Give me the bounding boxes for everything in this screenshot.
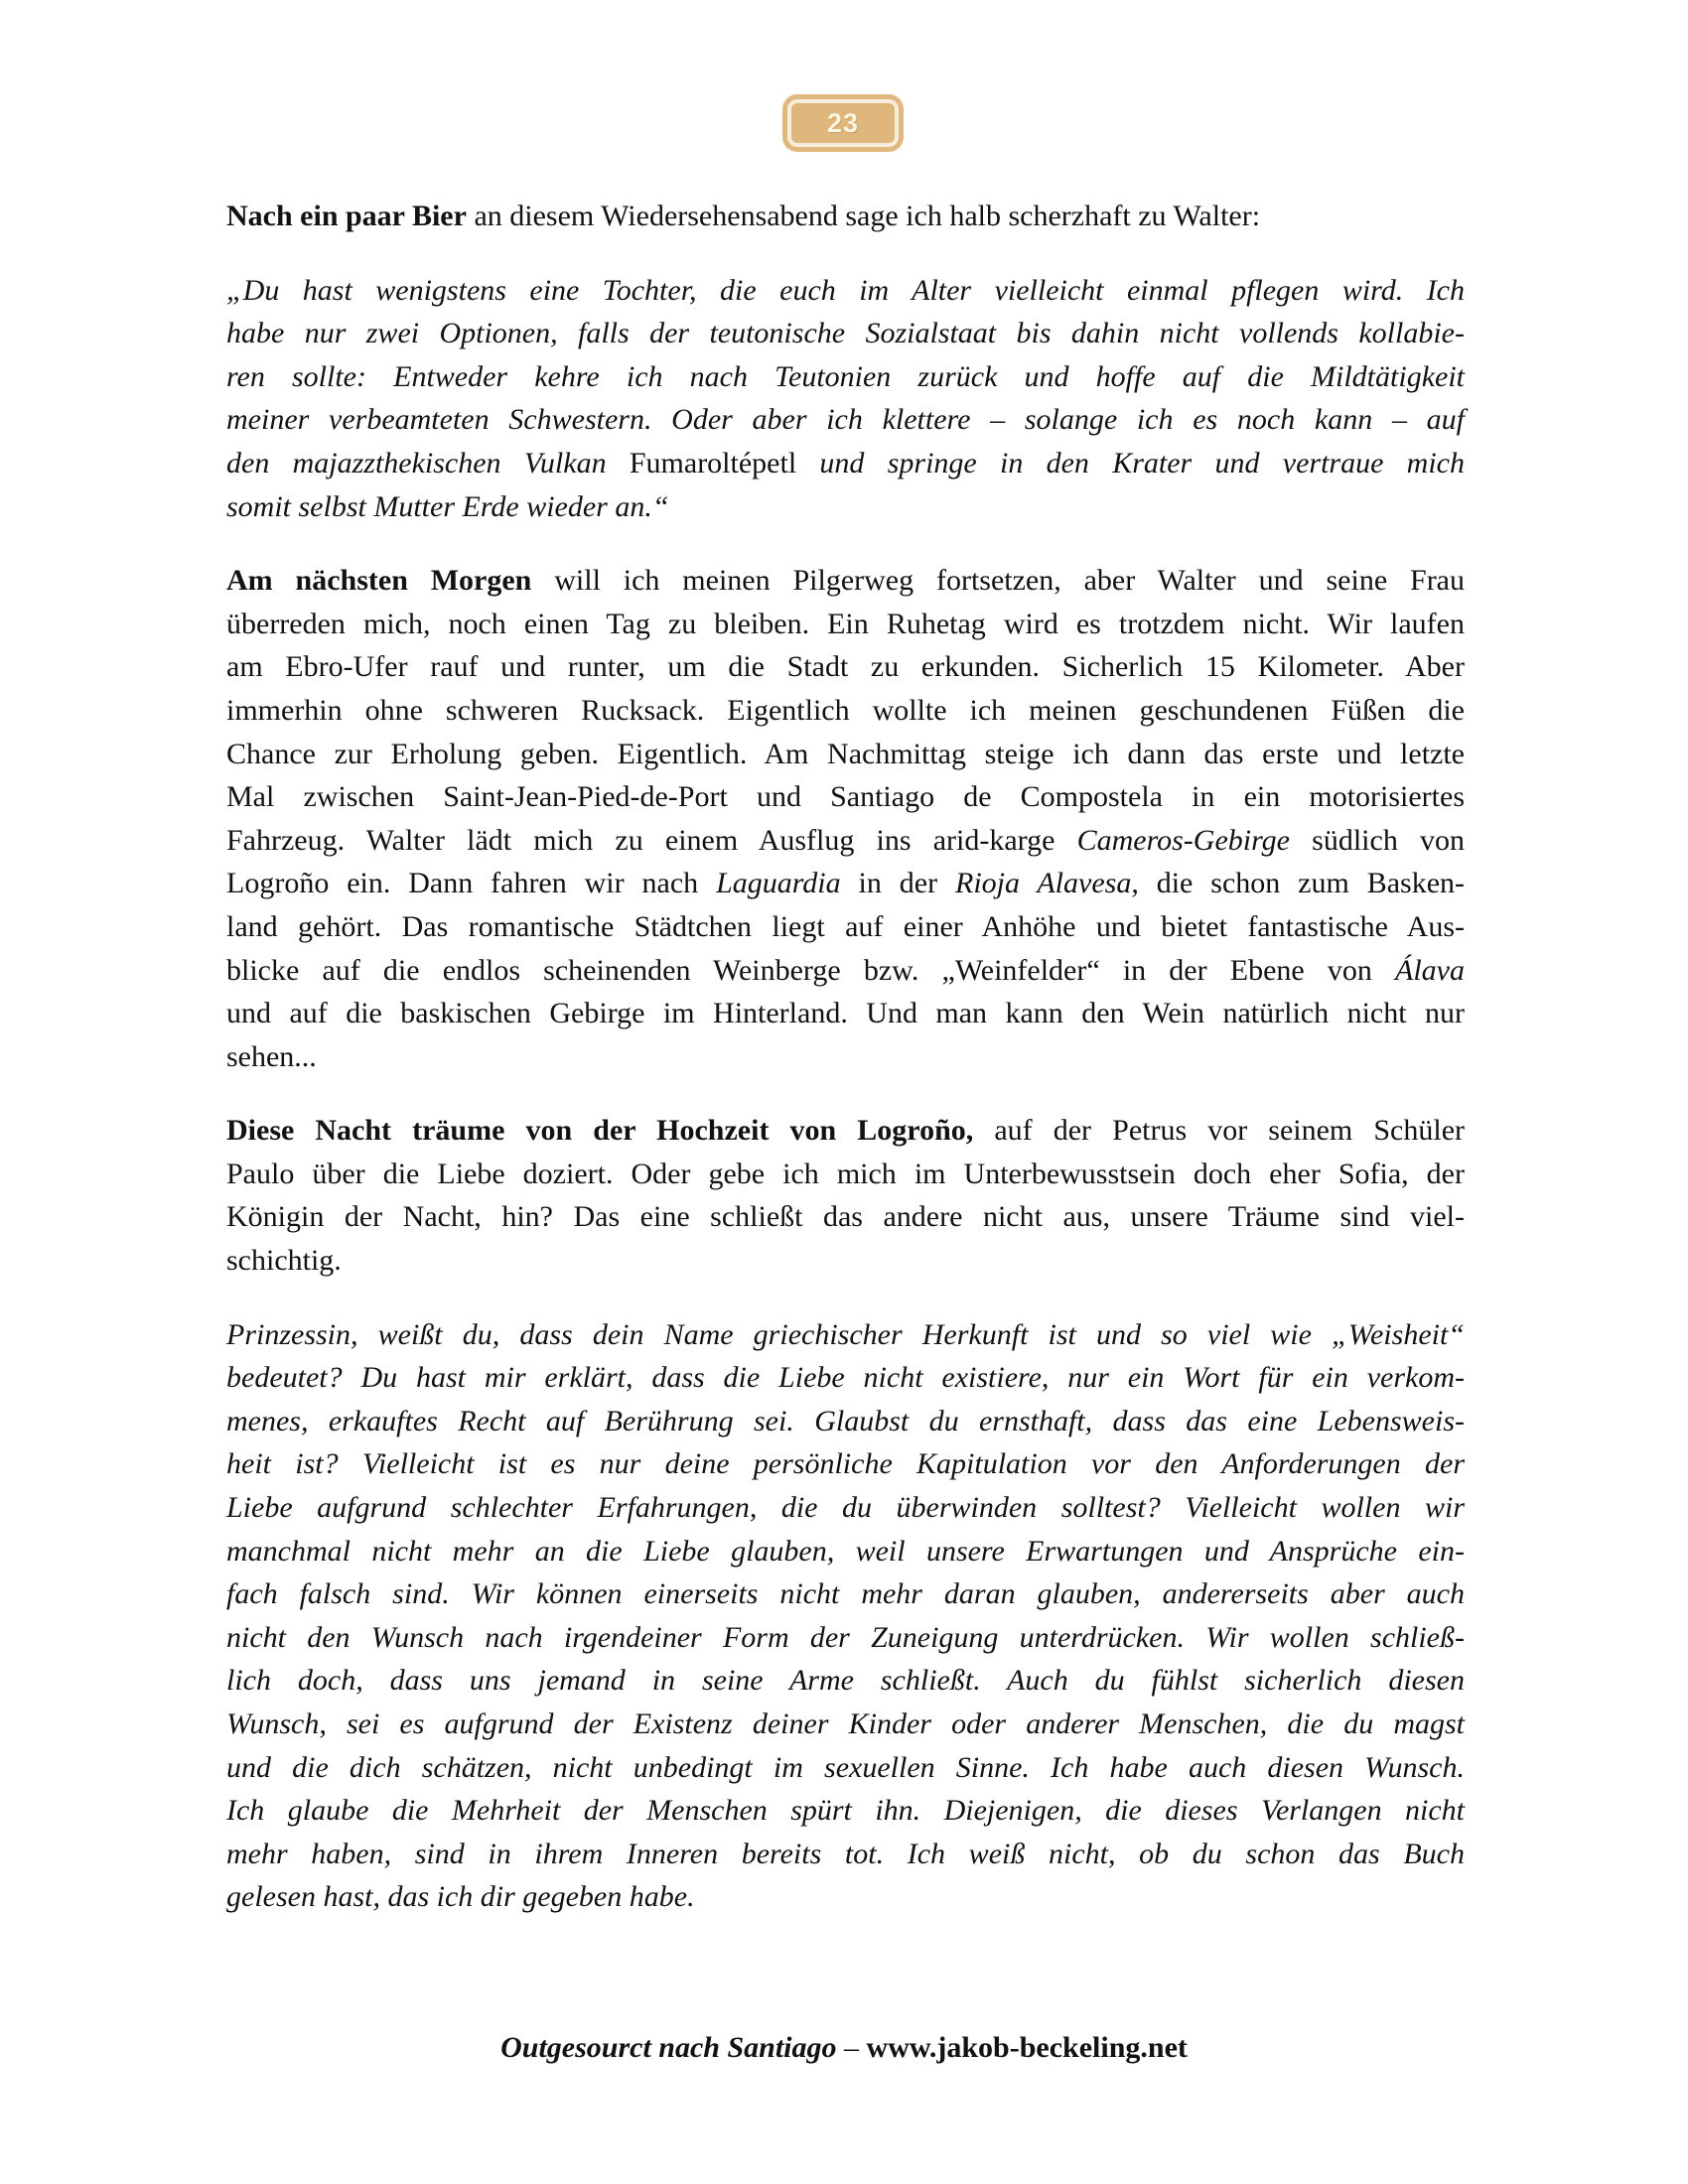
text-segment: und springe in den Krater und vertraue mich <box>796 446 1465 479</box>
text-segment: Am nächsten Morgen <box>226 564 532 598</box>
text-line <box>226 1572 1465 1616</box>
text-segment: Fahrzeug. Walter lädt mich zu einem Ausflug ins arid-karge <box>226 823 1077 857</box>
text-segment: Logroño ein. Dann fahren wir nach <box>226 867 717 900</box>
page-number-badge <box>787 99 899 147</box>
text-line <box>226 1153 1465 1196</box>
text-segment: fach falsch sind. Wir können einerseits nicht mehr daran glauben, andererseits aber auch <box>226 1577 1465 1611</box>
text-segment: manchmal nicht mehr an die Liebe glauben, weil unsere Erwartungen und Ansprüche ein- <box>226 1534 1465 1568</box>
text-line <box>226 645 1465 689</box>
text-segment: Cameros-Gebirge <box>1076 823 1290 857</box>
text-segment: den majazzthekischen Vulkan <box>226 446 630 479</box>
text-line <box>226 1356 1465 1400</box>
text-line <box>226 312 1465 355</box>
footer-website: www.jakob-beckeling.net <box>866 2031 1188 2064</box>
text-line <box>226 1400 1465 1443</box>
text-line <box>226 905 1465 949</box>
text-line <box>226 398 1465 442</box>
document-body <box>226 195 1465 1950</box>
paragraph <box>226 195 1465 238</box>
text-segment: südlich von <box>1290 823 1465 857</box>
text-line <box>226 1746 1465 1790</box>
text-segment: Diese Nacht träume von der Hochzeit von Logroño, <box>226 1114 974 1148</box>
text-segment: Álava <box>1395 953 1465 987</box>
text-line <box>226 862 1465 905</box>
text-segment: land gehört. Das romantische Städtchen liegt auf einer Anhöhe und bietet fantastische Aus- <box>226 909 1465 943</box>
text-segment: menes, erkauftes Recht auf Berührung sei. Glaubst du ernsthaft, dass das eine Lebensweis- <box>226 1404 1465 1437</box>
text-line <box>226 1195 1465 1239</box>
text-segment: Nach ein paar Bier <box>226 200 467 232</box>
text-segment: nicht den Wunsch nach irgendeiner Form der Zuneigung unterdrücken. Wir wollen schließ- <box>226 1620 1465 1654</box>
footer-separator: – <box>844 2031 860 2064</box>
text-segment: Prinzessin, weißt du, dass dein Name griechischer Herkunft ist und so viel wie „Weisheit“ <box>226 1317 1465 1351</box>
text-line <box>226 442 1465 485</box>
text-line <box>226 775 1465 819</box>
text-segment: immerhin ohne schweren Rucksack. Eigentlich wollte ich meinen geschundenen Füßen die <box>226 693 1465 727</box>
text-segment: bedeutet? Du hast mir erklärt, dass die Liebe nicht existiere, nur ein Wort für ein verkom- <box>226 1361 1465 1395</box>
text-segment: Ich glaube die Mehrheit der Menschen spürt ihn. Diejenigen, die dieses Verlangen nicht <box>226 1794 1465 1828</box>
text-line <box>226 355 1465 399</box>
text-segment: somit selbst Mutter Erde wieder an.“ <box>226 489 669 523</box>
text-line <box>226 269 1465 313</box>
text-line <box>226 1035 1465 1079</box>
text-line <box>226 1659 1465 1703</box>
text-line <box>226 689 1465 733</box>
text-line <box>226 485 1465 529</box>
text-segment: habe nur zwei Optionen, falls der teutonische Sozialstaat bis dahin nicht vollends kollabie- <box>226 317 1465 350</box>
text-segment: Liebe aufgrund schlechter Erfahrungen, die du überwinden solltest? Vielleicht wollen wir <box>226 1491 1465 1525</box>
page-footer <box>0 2031 1688 2065</box>
text-segment: sehen... <box>226 1039 317 1073</box>
text-line <box>226 819 1465 863</box>
text-line <box>226 1486 1465 1530</box>
text-line <box>226 1703 1465 1746</box>
text-line <box>226 1833 1465 1876</box>
text-line <box>226 1442 1465 1486</box>
text-line <box>226 1109 1465 1153</box>
text-segment: blicke auf die endlos scheinenden Weinberge bzw. „Weinfelder“ in der Ebene von <box>226 953 1396 987</box>
text-segment: und die dich schätzen, nicht unbedingt im sexuellen Sinne. Ich habe auch diesen Wunsch. <box>226 1750 1465 1784</box>
text-line <box>226 1875 1465 1919</box>
footer-book-title: Outgesourct nach Santiago <box>500 2031 837 2064</box>
text-segment: überreden mich, noch einen Tag zu bleiben. Ein Ruhetag wird es trotzdem nicht. Wir laufen <box>226 607 1465 640</box>
text-line <box>226 603 1465 646</box>
text-segment: will ich meinen Pilgerweg fortsetzen, aber Walter und seine Frau <box>531 564 1465 598</box>
text-line <box>226 1530 1465 1573</box>
text-segment: meiner verbeamteten Schwestern. Oder aber ich klettere – solange ich es noch kann – auf <box>226 403 1465 437</box>
text-line <box>226 1239 1465 1283</box>
text-segment: , die schon zum Basken- <box>1131 867 1466 900</box>
text-line <box>226 992 1465 1035</box>
page-number: 23 <box>826 107 860 138</box>
text-segment: am Ebro-Ufer rauf und runter, um die Stadt zu erkunden. Sicherlich 15 Kilometer. Aber <box>226 650 1465 684</box>
text-segment: an diesem Wiedersehensabend sage ich halb scherzhaft zu Walter: <box>466 200 1261 232</box>
paragraph <box>226 269 1465 529</box>
text-segment: heit ist? Vielleicht ist es nur deine persönliche Kapitulation vor den Anforderungen der <box>226 1447 1465 1481</box>
text-segment: Rioja Alavesa <box>955 867 1132 900</box>
text-line <box>226 1616 1465 1660</box>
text-line <box>226 559 1465 603</box>
text-line <box>226 195 1465 238</box>
text-segment: auf der Petrus vor seinem Schüler <box>973 1114 1465 1148</box>
text-segment: Laguardia <box>716 867 841 900</box>
text-segment: gelesen hast, das ich dir gegeben habe. <box>226 1880 695 1914</box>
text-segment: „Du hast wenigstens eine Tochter, die euch im Alter vielleicht einmal pflegen wird. Ich <box>226 273 1465 307</box>
text-line <box>226 949 1465 993</box>
text-line <box>226 733 1465 776</box>
text-segment: schichtig. <box>226 1244 342 1278</box>
text-segment: mehr haben, sind in ihrem Inneren bereits tot. Ich weiß nicht, ob du schon das Buch <box>226 1837 1465 1870</box>
text-segment: Wunsch, sei es aufgrund der Existenz deiner Kinder oder anderer Menschen, die du magst <box>226 1707 1465 1740</box>
paragraph <box>226 1109 1465 1282</box>
text-segment: Königin der Nacht, hin? Das eine schließt das andere nicht aus, unsere Träume sind viel- <box>226 1200 1465 1234</box>
text-segment: ren sollte: Entweder kehre ich nach Teutonien zurück und hoffe auf die Mildtätigkeit <box>226 359 1465 393</box>
text-line <box>226 1789 1465 1833</box>
text-segment: lich doch, dass uns jemand in seine Arme schließt. Auch du fühlst sicherlich diesen <box>226 1664 1465 1698</box>
text-segment: Fumaroltépetl <box>629 446 797 479</box>
text-line <box>226 1313 1465 1357</box>
text-segment: und auf die baskischen Gebirge im Hinterland. Und man kann den Wein natürlich nicht nur <box>226 997 1465 1030</box>
text-segment: Chance zur Erholung geben. Eigentlich. Am Nachmittag steige ich dann das erste und letzte <box>226 737 1465 770</box>
text-segment: Mal zwischen Saint-Jean-Pied-de-Port und Santiago de Compostela in ein motorisiertes <box>226 780 1465 814</box>
text-segment: in der <box>840 867 955 900</box>
text-segment: Paulo über die Liebe doziert. Oder gebe ich mich im Unterbewusstsein doch eher Sofia, der <box>226 1157 1465 1190</box>
paragraph <box>226 559 1465 1078</box>
paragraph <box>226 1313 1465 1919</box>
